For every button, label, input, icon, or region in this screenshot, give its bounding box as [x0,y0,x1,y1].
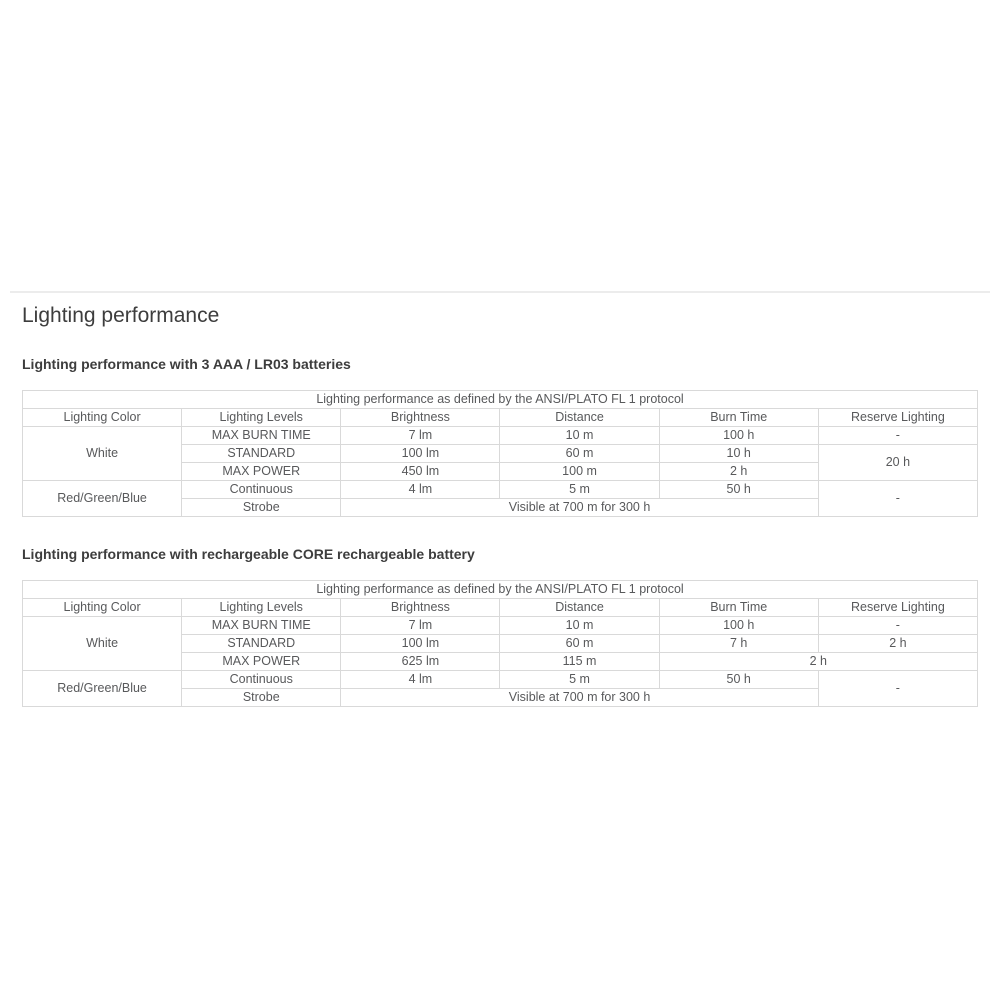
brightness-cell: 100 lm [341,445,500,463]
lighting-level-cell: MAX POWER [182,653,341,671]
column-header-lighting-levels: Lighting Levels [182,599,341,617]
horizontal-divider [10,291,990,293]
column-header-reserve-lighting: Reserve Lighting [818,599,977,617]
distance-cell: 60 m [500,635,659,653]
reserve-cell: - [818,427,977,445]
lighting-color-cell-white: White [23,617,182,671]
brightness-cell: 4 lm [341,671,500,689]
lighting-level-cell: MAX BURN TIME [182,617,341,635]
lighting-level-cell: MAX BURN TIME [182,427,341,445]
column-header-distance: Distance [500,599,659,617]
brightness-cell: 625 lm [341,653,500,671]
page-title: Lighting performance [22,304,220,327]
lighting-level-cell: Continuous [182,481,341,499]
distance-cell: 5 m [500,481,659,499]
column-header-burn-time: Burn Time [659,599,818,617]
brightness-cell: 4 lm [341,481,500,499]
lighting-color-cell-white: White [23,427,182,481]
section-subtitle-batteries: Lighting performance with 3 AAA / LR03 batteries [22,356,351,372]
lighting-level-cell: Continuous [182,671,341,689]
burn-time-cell: 2 h [659,463,818,481]
lighting-level-cell: STANDARD [182,445,341,463]
protocol-header-cell: Lighting performance as defined by the ANSI/PLATO FL 1 protocol [23,391,978,409]
brightness-cell: 450 lm [341,463,500,481]
strobe-visibility-cell: Visible at 700 m for 300 h [341,499,818,517]
brightness-cell: 100 lm [341,635,500,653]
reserve-cell: - [818,481,977,517]
column-header-lighting-color: Lighting Color [23,409,182,427]
table-row [23,599,978,617]
spec-table-batteries [22,390,978,517]
protocol-header-cell: Lighting performance as defined by the ANSI/PLATO FL 1 protocol [23,581,978,599]
table-row [23,391,978,409]
distance-cell: 115 m [500,653,659,671]
distance-cell: 5 m [500,671,659,689]
burn-time-cell: 10 h [659,445,818,463]
column-header-distance: Distance [500,409,659,427]
burn-time-reserve-cell: 2 h [659,653,977,671]
spec-table-core [22,580,978,707]
table-row [23,671,978,689]
distance-cell: 10 m [500,617,659,635]
column-header-brightness: Brightness [341,599,500,617]
reserve-cell: 20 h [818,445,977,481]
column-header-lighting-levels: Lighting Levels [182,409,341,427]
reserve-cell: - [818,617,977,635]
brightness-cell: 7 lm [341,617,500,635]
lighting-color-cell-rgb: Red/Green/Blue [23,671,182,707]
lighting-level-cell: MAX POWER [182,463,341,481]
strobe-visibility-cell: Visible at 700 m for 300 h [341,689,818,707]
section-subtitle-core: Lighting performance with rechargeable CORE rechargeable battery [22,546,475,562]
column-header-brightness: Brightness [341,409,500,427]
distance-cell: 60 m [500,445,659,463]
lighting-level-cell: Strobe [182,499,341,517]
table-row [23,481,978,499]
burn-time-cell: 7 h [659,635,818,653]
lighting-level-cell: STANDARD [182,635,341,653]
column-header-reserve-lighting: Reserve Lighting [818,409,977,427]
burn-time-cell: 100 h [659,427,818,445]
table-row [23,617,978,635]
burn-time-cell: 50 h [659,671,818,689]
distance-cell: 100 m [500,463,659,481]
reserve-cell: 2 h [818,635,977,653]
burn-time-cell: 50 h [659,481,818,499]
table-row [23,409,978,427]
brightness-cell: 7 lm [341,427,500,445]
lighting-color-cell-rgb: Red/Green/Blue [23,481,182,517]
column-header-lighting-color: Lighting Color [23,599,182,617]
burn-time-cell: 100 h [659,617,818,635]
table-row [23,581,978,599]
column-header-burn-time: Burn Time [659,409,818,427]
lighting-level-cell: Strobe [182,689,341,707]
reserve-cell: - [818,671,977,707]
distance-cell: 10 m [500,427,659,445]
table-row [23,427,978,445]
